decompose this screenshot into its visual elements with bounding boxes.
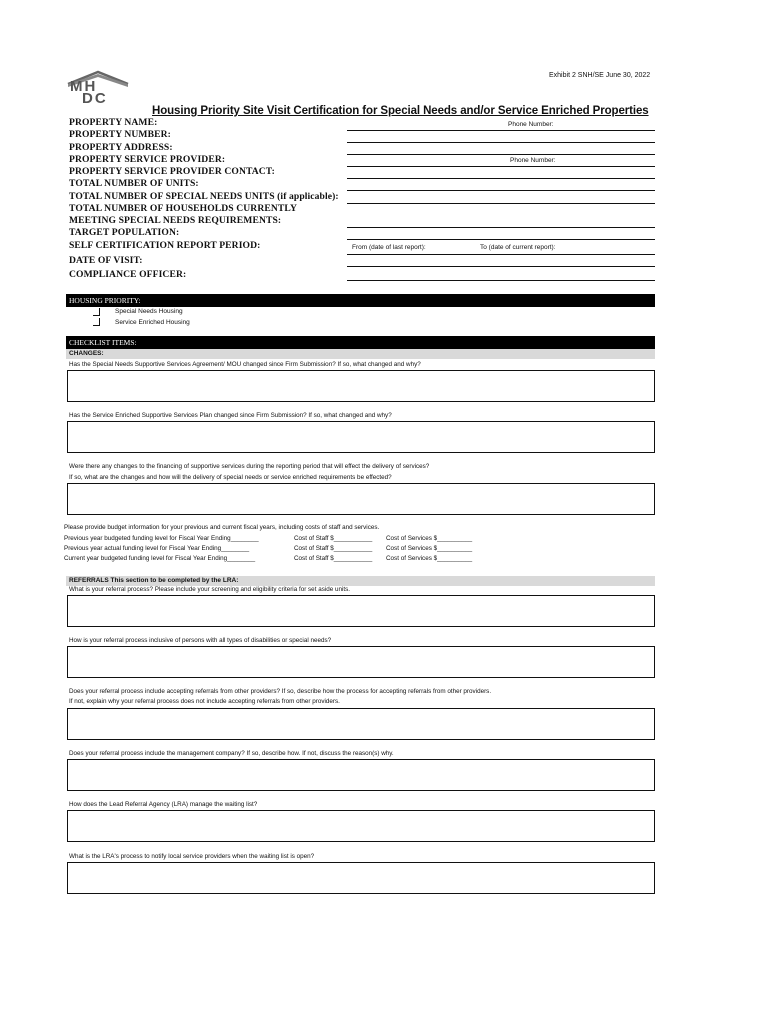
question-management-company: Does your referral process include the management company? If so, describe how. If not, discuss the reason(s) why. [69, 750, 394, 757]
households-label-line1: TOTAL NUMBER OF HOUSEHOLDS CURRENTLY [69, 203, 298, 214]
answer-box-referral-inclusive[interactable] [67, 646, 655, 678]
date-of-visit-label: DATE OF VISIT: [69, 255, 143, 266]
phone-label-2: Phone Number: [510, 157, 556, 164]
referrals-header: REFERRALS This section to be completed by the LRA: [66, 576, 655, 586]
households-line[interactable] [347, 227, 655, 228]
households-label-line2: MEETING SPECIAL NEEDS REQUIREMENTS: [69, 215, 282, 226]
service-enriched-checkbox[interactable] [93, 318, 100, 326]
housing-priority-header: HOUSING PRIORITY: [66, 294, 655, 307]
property-address-label: PROPERTY ADDRESS: [69, 142, 173, 153]
page-title: Housing Priority Site Visit Certification for Special Needs and/or Service Enriched Properties [152, 105, 649, 117]
checklist-header: CHECKLIST ITEMS: [66, 336, 655, 349]
period-to-label: To (date of current report): [480, 244, 556, 251]
property-number-label: PROPERTY NUMBER: [69, 129, 171, 140]
report-period-line[interactable] [347, 254, 655, 255]
provider-contact-label: PROPERTY SERVICE PROVIDER CONTACT: [69, 166, 275, 177]
special-needs-option-label: Special Needs Housing [115, 308, 183, 315]
question-plan-changed: Has the Service Enriched Supportive Services Plan changed since Firm Submission? If so, what changed and why? [69, 412, 392, 419]
special-needs-units-line[interactable] [347, 203, 655, 204]
budget-row-3-services[interactable]: Cost of Services $__________ [386, 555, 473, 562]
compliance-officer-label: COMPLIANCE OFFICER: [69, 269, 187, 280]
exhibit-label: Exhibit 2 SNH/SE June 30, 2022 [549, 72, 651, 79]
answer-box-financing[interactable] [67, 483, 655, 515]
target-population-label: TARGET POPULATION: [69, 227, 180, 238]
budget-row-2-label: Previous year actual funding level for Fiscal Year Ending________ [64, 545, 250, 552]
provider-contact-line[interactable] [347, 178, 655, 179]
answer-box-plan-changed[interactable] [67, 421, 655, 453]
budget-row-1-services[interactable]: Cost of Services $__________ [386, 535, 473, 542]
question-notify-providers: What is the LRA's process to notify local service providers when the waiting list is open? [69, 853, 315, 860]
budget-row-2-staff[interactable]: Cost of Staff $___________ [294, 545, 373, 552]
question-agreement-changed: Has the Special Needs Supportive Services Agreement/ MOU changed since Firm Submission? If so, what changed and why? [69, 361, 421, 368]
property-number-line[interactable] [347, 142, 655, 143]
answer-box-referral-process[interactable] [67, 595, 655, 627]
service-provider-line[interactable] [347, 166, 655, 167]
special-needs-checkbox[interactable] [93, 308, 100, 316]
period-from-label: From (date of last report): [352, 244, 426, 251]
target-population-line[interactable] [347, 239, 655, 240]
question-other-providers-line1: Does your referral process include accepting referrals from other providers? If so, describe how the process for accepting referrals from other providers. [69, 688, 492, 695]
budget-row-3-staff[interactable]: Cost of Staff $___________ [294, 555, 373, 562]
question-financing-line2: If so, what are the changes and how will the delivery of special needs or service enriched requirements be effected? [69, 474, 392, 481]
question-referral-process: What is your referral process? Please include your screening and eligibility criteria for set aside units. [69, 586, 351, 593]
property-name-label: PROPERTY NAME: [69, 117, 158, 128]
question-waiting-list: How does the Lead Referral Agency (LRA) manage the waiting list? [69, 801, 258, 808]
question-other-providers-line2: If not, explain why your referral process does not include accepting referrals from other providers. [69, 698, 340, 705]
answer-box-agreement-changed[interactable] [67, 370, 655, 402]
budget-row-2-services[interactable]: Cost of Services $__________ [386, 545, 473, 552]
property-service-provider-label: PROPERTY SERVICE PROVIDER: [69, 154, 226, 165]
budget-row-1-staff[interactable]: Cost of Staff $___________ [294, 535, 373, 542]
report-period-label: SELF CERTIFICATION REPORT PERIOD: [69, 240, 261, 251]
phone-label-1: Phone Number: [508, 121, 554, 128]
answer-box-management-company[interactable] [67, 759, 655, 791]
budget-row-1-label: Previous year budgeted funding level for Fiscal Year Ending________ [64, 535, 259, 542]
budget-intro: Please provide budget information for your previous and current fiscal years, including costs of staff and services. [64, 524, 380, 531]
logo-text-top: MH [70, 78, 98, 95]
logo-text-bottom: DC [82, 90, 108, 107]
special-needs-units-label: TOTAL NUMBER OF SPECIAL NEEDS UNITS (if applicable): [69, 191, 339, 202]
answer-box-notify-providers[interactable] [67, 862, 655, 894]
question-financing-line1: Were there any changes to the financing of supportive services during the reporting period that will effect the delivery of services? [69, 463, 430, 470]
total-units-line[interactable] [347, 190, 655, 191]
mhdc-logo [66, 70, 130, 108]
total-units-label: TOTAL NUMBER OF UNITS: [69, 178, 199, 189]
compliance-officer-line[interactable] [347, 280, 655, 281]
changes-header: CHANGES: [66, 349, 655, 359]
property-name-line[interactable] [347, 130, 655, 131]
answer-box-other-providers[interactable] [67, 708, 655, 740]
answer-box-waiting-list[interactable] [67, 810, 655, 842]
budget-row-3-label: Current year budgeted funding level for Fiscal Year Ending________ [64, 555, 256, 562]
date-of-visit-line[interactable] [347, 266, 655, 267]
service-enriched-option-label: Service Enriched Housing [115, 319, 190, 326]
question-referral-inclusive: How is your referral process inclusive of persons with all types of disabilities or special needs? [69, 637, 332, 644]
property-address-line[interactable] [347, 154, 655, 155]
